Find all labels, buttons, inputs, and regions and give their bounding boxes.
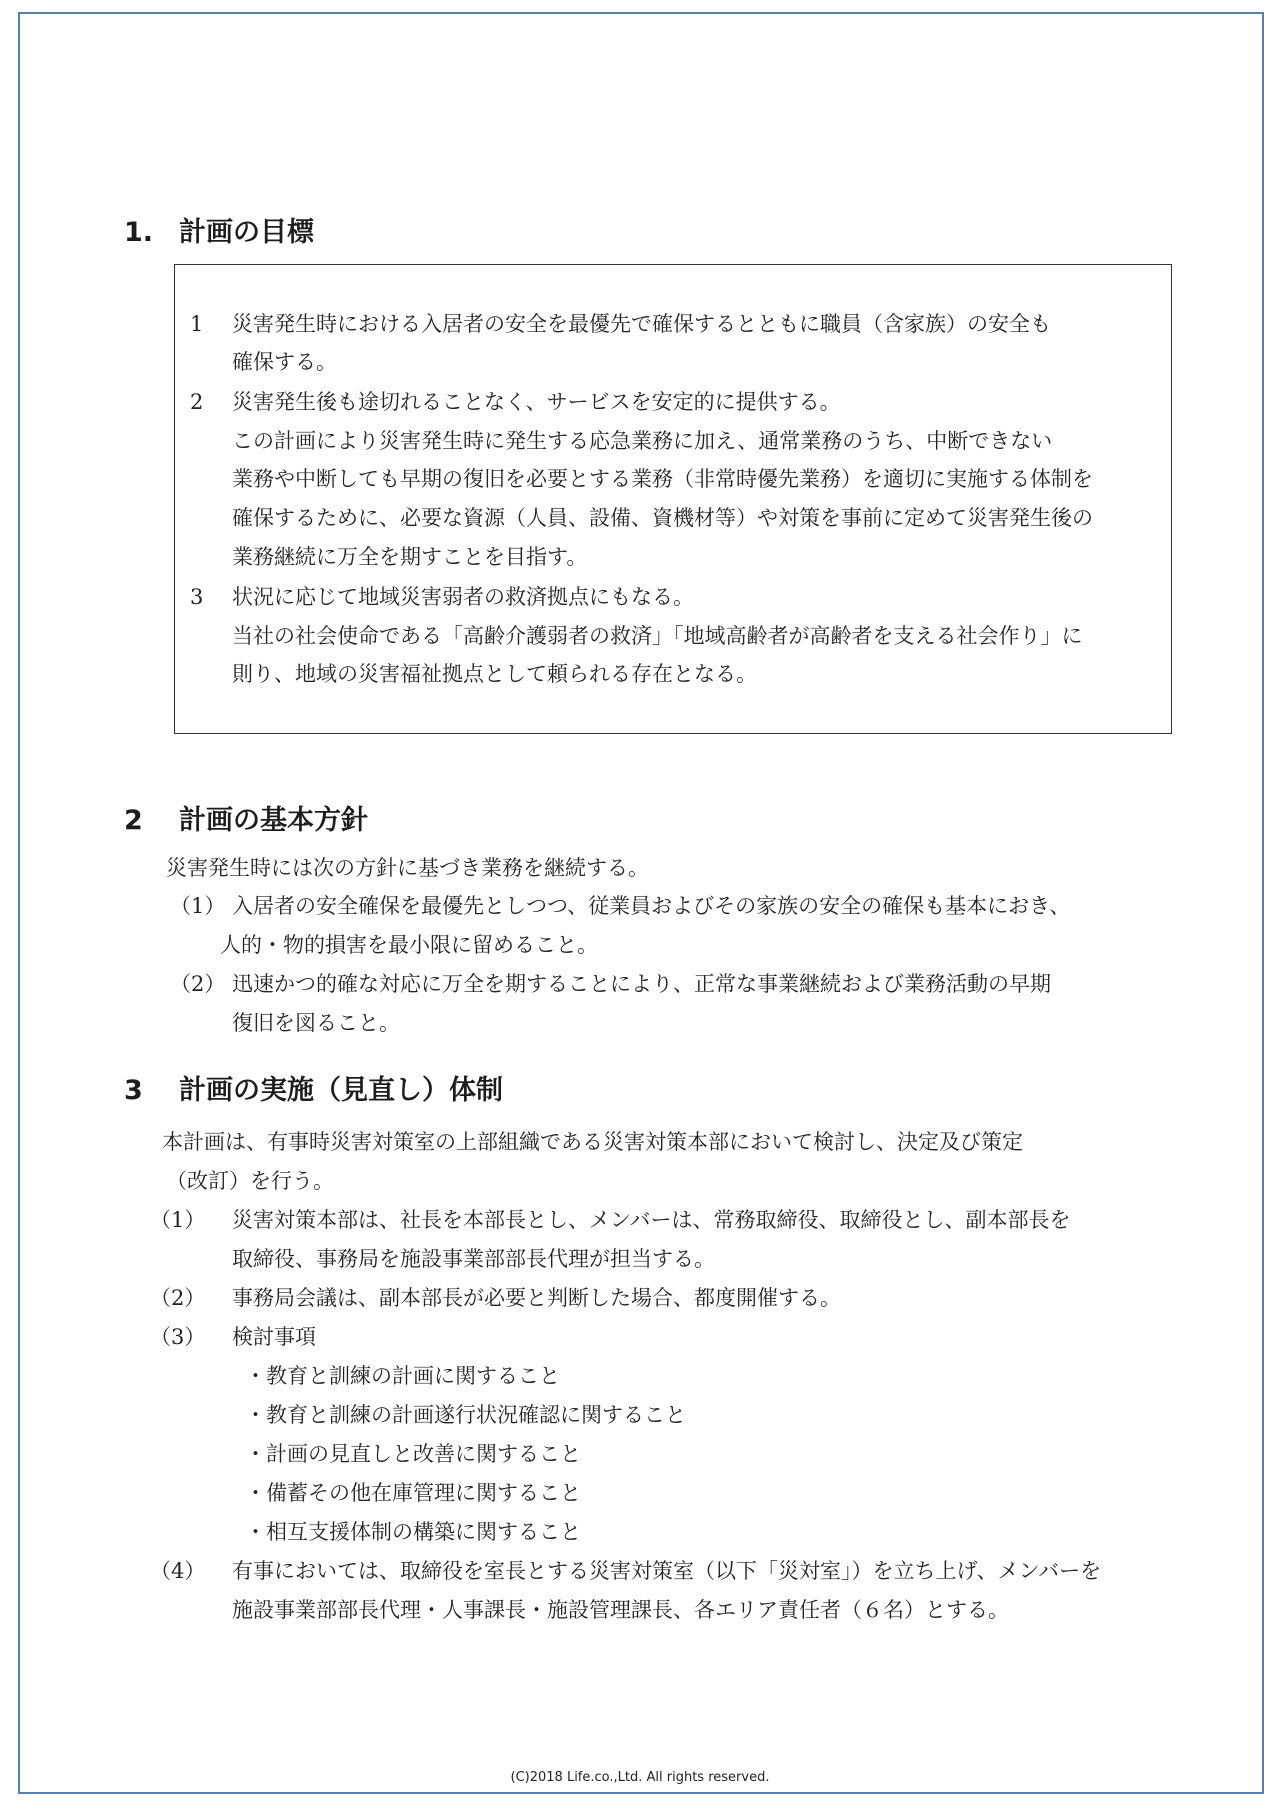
policy-item-2-number: （2） <box>170 972 226 996</box>
section-2-title: 計画の基本方針 <box>179 805 368 836</box>
section-3-heading <box>124 1068 503 1107</box>
goal-item-3-line-1: 状況に応じて地域災害弱者の救済拠点にもなる。 <box>232 585 694 609</box>
goal-item-2-number: 2 <box>190 390 204 414</box>
implementation-item-3-number: （3） <box>150 1325 206 1349</box>
review-bullet: ・相互支援体制の構築に関すること <box>245 1520 581 1544</box>
implementation-item-4-line-1: 有事においては、取締役を室長とする災害対策室（以下「災対室」）を立ち上げ、メンバーを <box>232 1559 1102 1583</box>
implementation-item-2-number: （2） <box>150 1286 206 1310</box>
goal-item-1-number: 1 <box>190 312 204 336</box>
implementation-item-2-line-1: 事務局会議は、副本部長が必要と判断した場合、都度開催する。 <box>232 1286 841 1310</box>
goal-item-1-line-1: 災害発生時における入居者の安全を最優先で確保するとともに職員（含家族）の安全も <box>232 312 1051 336</box>
policy-item-2-line-1: 迅速かつ的確な対応に万全を期することにより、正常な事業継続および業務活動の早期 <box>232 972 1051 996</box>
review-bullet: ・計画の見直しと改善に関すること <box>245 1442 581 1466</box>
section-1-title: 計画の目標 <box>179 217 314 248</box>
section-1-number: 1. <box>124 217 154 248</box>
goal-item-1-line-2: 確保する。 <box>232 350 337 374</box>
implementation-item-1-number: （1） <box>150 1208 206 1232</box>
policy-intro: 災害発生時には次の方針に基づき業務を継続する。 <box>166 856 649 880</box>
review-bullet: ・備蓄その他在庫管理に関すること <box>245 1481 581 1505</box>
policy-item-1-line-1: 入居者の安全確保を最優先としつつ、従業員およびその家族の安全の確保も基本におき、 <box>232 894 1071 918</box>
section-2-number: 2 <box>124 805 143 836</box>
section-1-heading <box>124 210 314 249</box>
copyright-footer: (C)2018 Life.co.,Ltd. All rights reserved. <box>510 1770 770 1785</box>
section-3-number: 3 <box>124 1075 143 1106</box>
policy-item-1-line-2: 人的・物的損害を最小限に留めること。 <box>220 933 598 957</box>
implementation-intro-line-1: 本計画は、有事時災害対策室の上部組織である災害対策本部において検討し、決定及び策定 <box>162 1130 1023 1154</box>
goal-item-3-line-3: 則り、地域の災害福祉拠点として頼られる存在となる。 <box>232 662 757 686</box>
implementation-item-1-line-1: 災害対策本部は、社長を本部長とし、メンバーは、常務取締役、取締役とし、副本部長を <box>232 1208 1071 1232</box>
implementation-item-4-number: （4） <box>150 1559 206 1583</box>
section-2-heading <box>124 798 368 837</box>
goal-item-3-line-2: 当社の社会使命である「高齢介護弱者の救済」「地域高齢者が高齢者を支える社会作り」に <box>232 624 1083 648</box>
implementation-item-4-line-2: 施設事業部部長代理・人事課長・施設管理課長、各エリア責任者（６名）とする。 <box>232 1598 1009 1622</box>
goal-item-2-line-1: 災害発生後も途切れることなく、サービスを安定的に提供する。 <box>232 390 841 414</box>
implementation-intro-line-2: （改訂）を行う。 <box>166 1169 334 1193</box>
goal-item-2-line-3: 業務や中断しても早期の復旧を必要とする業務（非常時優先業務）を適切に実施する体制を <box>232 467 1093 491</box>
goal-item-2-line-5: 業務継続に万全を期すことを目指す。 <box>232 545 588 569</box>
review-bullet: ・教育と訓練の計画に関すること <box>245 1364 560 1388</box>
goal-item-2-line-2: この計画により災害発生時に発生する応急業務に加え、通常業務のうち、中断できない <box>232 429 1053 453</box>
review-bullet: ・教育と訓練の計画遂行状況確認に関すること <box>245 1403 686 1427</box>
policy-item-2-line-2: 復旧を図ること。 <box>232 1011 400 1035</box>
goal-item-2-line-4: 確保するために、必要な資源（人員、設備、資機材等）や対策を事前に定めて災害発生後の <box>232 506 1093 530</box>
implementation-item-1-line-2: 取締役、事務局を施設事業部部長代理が担当する。 <box>232 1247 715 1271</box>
implementation-item-3-line-1: 検討事項 <box>232 1325 316 1349</box>
policy-item-1-number: （1） <box>170 894 226 918</box>
section-3-title: 計画の実施（見直し）体制 <box>179 1075 503 1106</box>
goal-item-3-number: 3 <box>190 585 204 609</box>
